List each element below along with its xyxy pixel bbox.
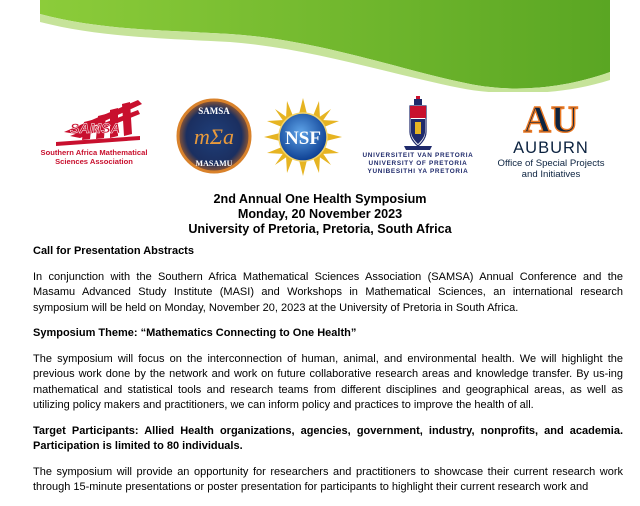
auburn-logo [490, 96, 612, 186]
intro-paragraph: In conjunction with the Southern Africa Mathematical Sciences Association (SAMSA) Annual Conference and the Masamu Advanced Study Institute (MASI) and Workshops in Mathematical Sciences, an international research symposium will be held on Monday, November 20, 2023 at the University of Pretoria in South Africa. [33, 270, 623, 314]
header-banner [0, 0, 640, 92]
heading-venue: University of Pretoria, Pretoria, South Africa [188, 222, 452, 236]
auburn-au-mark: AU [523, 99, 579, 138]
nsf-logo [262, 96, 344, 178]
samsa-emblem [34, 96, 154, 148]
samsa-logo [34, 96, 154, 166]
auburn-mark [490, 96, 612, 138]
opportunity-paragraph: The symposium will provide an opportunity for researchers and practitioners to showcase their current research work through 15-minute presentations or poster presentation for participants to highlight their current research work and [33, 465, 623, 493]
masamu-symbol: mΣa [194, 124, 234, 149]
auburn-name: AUBURN [513, 139, 589, 157]
heading-title: 2nd Annual One Health Symposium [213, 192, 427, 206]
masamu-logo [176, 98, 252, 174]
symposium-heading [0, 192, 640, 237]
theme-paragraph: The symposium will focus on the interconnection of human, animal, and environmental health. We will highlight the previous work done by the network and work on future collaborative research areas and knowledge transfer. By us-ing mathematical and statistical tools and research teams from different disciplines and geographical areas, as well as utilizing policy makers and practitioners, we can inform policy and practices to improve the health of all. [33, 352, 623, 411]
heading-date: Monday, 20 November 2023 [237, 207, 403, 221]
target-participants-paragraph: Target Participants: Allied Health organizations, agencies, government, industry, nonprofits, and academia. Participation is limited to 80 individuals. [33, 424, 623, 452]
document-body [33, 244, 623, 506]
call-title: Call for Presentation Abstracts [33, 245, 194, 257]
university-of-pretoria-logo [354, 96, 482, 178]
theme-title: Symposium Theme: “Mathematics Connecting to One Health” [33, 327, 357, 339]
masamu-bottom-text: MASAMU [195, 159, 233, 168]
samsa-caption: Southern Africa Mathematical Sciences Association [40, 148, 148, 166]
pretoria-caption: UNIVERSITEIT VAN PRETORIA UNIVERSITY OF PRETORIA YUNIBESITHI YA PRETORIA [362, 152, 474, 176]
masamu-top-text: SAMSA [198, 106, 230, 116]
auburn-caption: Office of Special Projects and Initiatives [497, 158, 605, 180]
banner-wave [40, 0, 610, 88]
samsa-mark-text: SAMSA [70, 120, 121, 136]
pretoria-crest [354, 96, 482, 152]
nsf-text: NSF [285, 128, 321, 149]
